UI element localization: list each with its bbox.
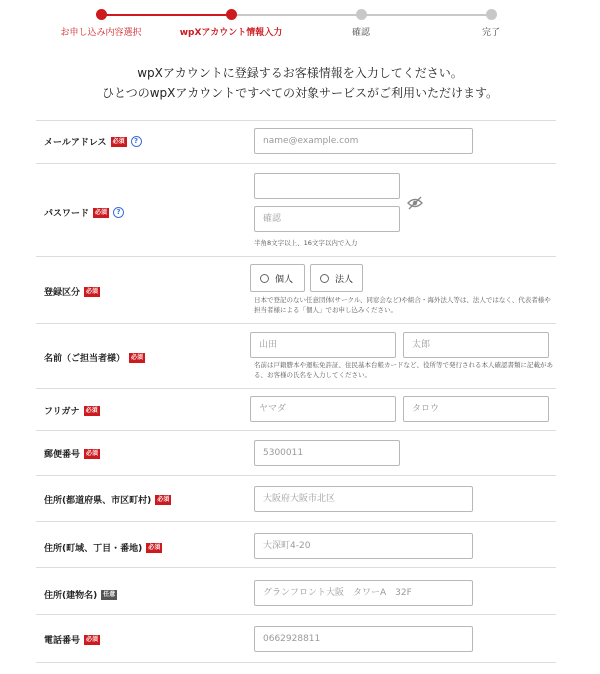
email-field[interactable] bbox=[254, 128, 473, 154]
email-label-row bbox=[44, 135, 142, 148]
address1-field[interactable] bbox=[254, 486, 473, 512]
first-name-kana-field[interactable] bbox=[403, 396, 549, 422]
divider bbox=[36, 323, 556, 324]
required-badge: 必須 bbox=[85, 406, 98, 414]
address2-label: 住所(町域、丁目・番地) bbox=[44, 544, 143, 554]
last-name-kana-field[interactable] bbox=[250, 396, 396, 422]
divider bbox=[36, 256, 556, 257]
step-2-label: wpXアカウント情報入力 bbox=[179, 28, 283, 38]
required-badge: 必須 bbox=[86, 449, 99, 457]
divider bbox=[36, 430, 556, 431]
radio-corporate[interactable] bbox=[310, 264, 363, 292]
radio-corporate-label: 法人 bbox=[335, 274, 354, 285]
required-badge: 必須 bbox=[86, 635, 99, 643]
password-hint: 半角8文字以上、16文字以内で入力 bbox=[254, 239, 358, 247]
step-3-dot bbox=[356, 9, 367, 20]
divider bbox=[36, 662, 556, 663]
step-3-label: 確認 bbox=[351, 28, 371, 38]
address3-label: 住所(建物名) bbox=[44, 591, 98, 601]
divider bbox=[36, 388, 556, 389]
phone-label-row bbox=[44, 633, 100, 646]
address2-field[interactable] bbox=[254, 533, 473, 559]
name-label: 名前（ご担当者様） bbox=[44, 354, 126, 364]
password-confirm-field[interactable] bbox=[254, 206, 400, 232]
address3-field[interactable] bbox=[254, 580, 473, 606]
optional-badge: 任意 bbox=[103, 590, 116, 598]
help-icon[interactable]: ? bbox=[113, 207, 124, 218]
radio-individual[interactable] bbox=[250, 264, 305, 292]
address3-label-row bbox=[44, 588, 117, 601]
first-name-field[interactable] bbox=[403, 332, 549, 358]
required-badge: 必須 bbox=[157, 495, 170, 503]
divider bbox=[36, 475, 556, 476]
eye-slash-icon[interactable] bbox=[407, 195, 423, 209]
address2-label-row bbox=[44, 541, 162, 554]
radio-individual-label: 個人 bbox=[275, 274, 294, 285]
required-badge: 必須 bbox=[86, 287, 99, 295]
password-field[interactable] bbox=[254, 173, 400, 199]
required-badge: 必須 bbox=[131, 353, 144, 361]
postal-label: 郵便番号 bbox=[44, 450, 81, 460]
registration-type-note: 日本で登記のない任意団体(サークル、同窓会など)や組合・海外法人等は、法人ではなく、代表者様や担当者様による「個人」でお申し込みください。 bbox=[254, 296, 551, 314]
radio-circle-icon bbox=[260, 274, 269, 283]
registration-type-label-row bbox=[44, 285, 100, 298]
password-label-row bbox=[44, 206, 124, 219]
name-label-row bbox=[44, 351, 145, 364]
phone-label: 電話番号 bbox=[44, 636, 81, 646]
step-1-label: お申し込み内容選択 bbox=[60, 28, 142, 38]
furigana-label-row bbox=[44, 404, 100, 417]
required-badge: 必須 bbox=[148, 543, 161, 551]
intro-line-2: ひとつのwpXアカウントですべての対象サービスがご利用いただけます。 bbox=[101, 86, 499, 100]
phone-field[interactable] bbox=[254, 626, 473, 652]
name-note: 名前は戸籍謄本や運転免許証、住民基本台帳カードなど、役所等で発行される本人確認書類に記載がある、お客様の氏名を入力してください。 bbox=[254, 361, 553, 379]
divider bbox=[36, 521, 556, 522]
required-badge: 必須 bbox=[112, 137, 125, 145]
registration-type-label: 登録区分 bbox=[44, 288, 81, 298]
intro-line-1: wpXアカウントに登録するお客様情報を入力してください。 bbox=[137, 66, 463, 80]
step-2-dot bbox=[226, 9, 237, 20]
divider bbox=[36, 567, 556, 568]
step-4-dot bbox=[486, 9, 497, 20]
email-label: メールアドレス bbox=[44, 138, 107, 148]
address1-label: 住所(都道府県、市区町村) bbox=[44, 496, 152, 506]
divider bbox=[36, 120, 556, 121]
step-4-label: 完了 bbox=[481, 28, 501, 38]
divider bbox=[36, 163, 556, 164]
postal-code-field[interactable] bbox=[254, 440, 400, 466]
last-name-field[interactable] bbox=[250, 332, 396, 358]
divider bbox=[36, 614, 556, 615]
furigana-label: フリガナ bbox=[44, 407, 80, 417]
address1-label-row bbox=[44, 493, 171, 506]
radio-circle-icon bbox=[320, 274, 329, 283]
stepper-track-done bbox=[101, 14, 231, 16]
postal-label-row bbox=[44, 447, 100, 460]
step-1-dot bbox=[96, 9, 107, 20]
help-icon[interactable]: ? bbox=[131, 136, 142, 147]
password-label: パスワード bbox=[44, 209, 90, 219]
required-badge: 必須 bbox=[95, 208, 108, 216]
